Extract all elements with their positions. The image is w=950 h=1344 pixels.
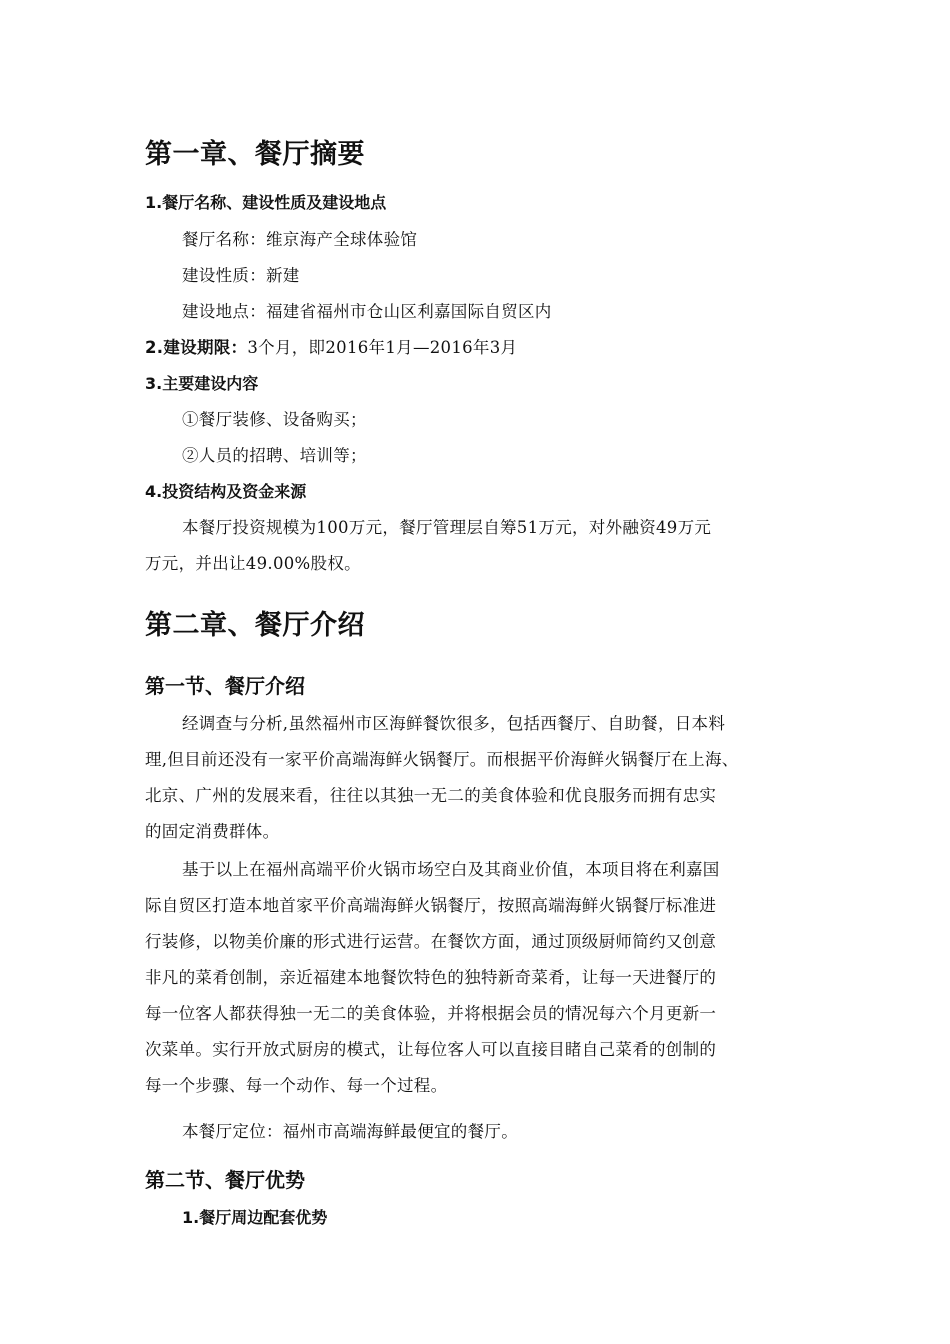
para-2-line-3: 行装修，以物美价廉的形式进行运营。在餐饮方面，通过顶级厨师简约又创意: [145, 932, 717, 951]
construction-location-line: 建设地点：福建省福州市仓山区利嘉国际自贸区内: [182, 302, 552, 321]
positioning-line: 本餐厅定位：福州市高端海鲜最便宜的餐厅。: [182, 1122, 518, 1141]
investment-line-1: 本餐厅投资规模为100万元，餐厅管理层自筹51万元，对外融资49万元: [182, 518, 712, 537]
content-item-1: ①餐厅装修、设备购买；: [182, 410, 367, 429]
para-2-line-1: 基于以上在福州高端平价火锅市场空白及其商业价值，本项目将在利嘉国: [182, 860, 720, 879]
chapter-2-title: 第二章、餐厅介绍: [145, 610, 365, 641]
para-2-line-6: 次菜单。实行开放式厨房的模式，让每位客人可以直接目睹自己菜肴的创制的: [145, 1040, 717, 1059]
restaurant-name-line: 餐厅名称：维京海产全球体验馆: [182, 230, 418, 249]
para-1-line-2: 理,但目前还没有一家平价高端海鲜火锅餐厅。而根据平价海鲜火锅餐厅在上海、: [145, 750, 739, 769]
para-2-line-5: 每一位客人都获得独一无二的美食体验，并将根据会员的情况每六个月更新一: [145, 1004, 717, 1023]
item-3-heading: 3.主要建设内容: [145, 374, 259, 393]
para-2-line-2: 际自贸区打造本地首家平价高端海鲜火锅餐厅，按照高端海鲜火锅餐厅标准进: [145, 896, 717, 915]
para-2-line-4: 非凡的菜肴创制，亲近福建本地餐饮特色的独特新奇菜肴，让每一天进餐厅的: [145, 968, 717, 987]
content-item-2: ②人员的招聘、培训等；: [182, 446, 367, 465]
para-2-line-7: 每一个步骤、每一个动作、每一个过程。: [145, 1076, 448, 1095]
item-2-line: [145, 340, 517, 357]
para-1-line-1: 经调查与分析,虽然福州市区海鲜餐饮很多，包括西餐厅、自助餐，日本料: [182, 714, 726, 733]
para-1-line-3: 北京、广州的发展来看，往往以其独一无二的美食体验和优良服务而拥有忠实: [145, 786, 717, 805]
section-2-sub-1: 1.餐厅周边配套优势: [182, 1208, 328, 1227]
item-1-heading: 1.餐厅名称、建设性质及建设地点: [145, 193, 387, 212]
chapter-1-title: 第一章、餐厅摘要: [145, 139, 365, 170]
section-1-title: 第一节、餐厅介绍: [145, 674, 305, 698]
item-2-value: 3个月，即2016年1月—2016年3月: [247, 338, 518, 357]
investment-line-2: 万元，并出让49.00%股权。: [145, 554, 361, 573]
construction-nature-line: 建设性质：新建: [182, 266, 300, 285]
item-2-label: 2.建设期限：: [145, 338, 248, 357]
item-4-heading: 4.投资结构及资金来源: [145, 482, 307, 501]
para-1-line-4: 的固定消费群体。: [145, 822, 280, 841]
section-2-title: 第二节、餐厅优势: [145, 1168, 305, 1192]
